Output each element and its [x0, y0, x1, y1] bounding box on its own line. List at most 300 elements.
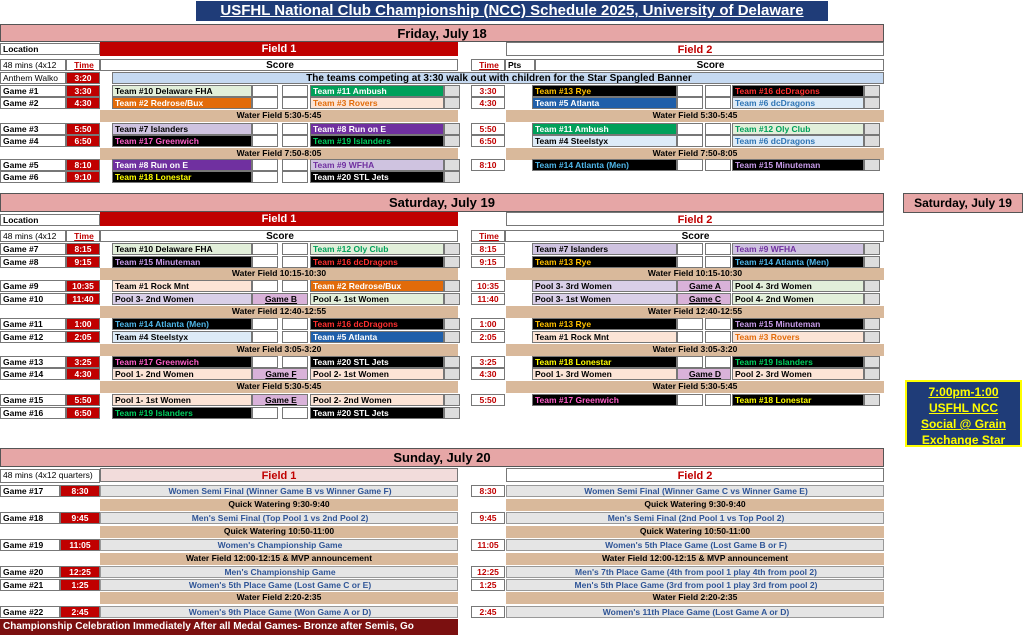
game-time-2: 11:05: [471, 539, 505, 551]
game-time-2: 5:50: [471, 123, 505, 135]
final-game-row: [0, 485, 884, 497]
game-time-2: 2:05: [471, 331, 505, 343]
team-d: Pool 4- 2nd Women: [732, 293, 864, 305]
game-time-2: 8:30: [471, 485, 505, 497]
score-box-c2: [705, 256, 731, 268]
score-box-b: [444, 356, 460, 368]
final-game-row: [0, 579, 884, 591]
field1-matchup: Women Semi Final (Winner Game B vs Winner Game F): [100, 485, 458, 497]
game-time: 10:35: [66, 280, 100, 292]
game-label: Game #21: [0, 579, 60, 591]
game-time-2: 8:15: [471, 243, 505, 255]
social-title: USFHL NCC: [928, 401, 999, 415]
score-label-2: Score: [505, 230, 884, 242]
water-break-field1: Water Field 5:30-5:45: [100, 110, 458, 122]
break-field2: Quick Watering 9:30-9:40: [506, 499, 884, 511]
location-label: Location: [0, 214, 100, 226]
game-time-2: 5:50: [471, 394, 505, 406]
game-label: Game #12: [0, 331, 66, 343]
score-box-d: [864, 85, 880, 97]
break-row: [0, 592, 884, 604]
game-time: 9:10: [66, 171, 100, 183]
score-box-a: [252, 135, 278, 147]
team-b: Pool 4- 1st Women: [310, 293, 444, 305]
score-box-c2: [705, 97, 731, 109]
sunday-section: [0, 467, 884, 619]
team-d: Team #14 Atlanta (Men): [732, 256, 864, 268]
score-box-c2: [705, 85, 731, 97]
team-c: Team #11 Ambush: [532, 123, 677, 135]
game-time-2: 8:10: [471, 159, 505, 171]
game-time: 2:05: [66, 331, 100, 343]
team-c: Team #14 Atlanta (Men): [532, 159, 677, 171]
time-label-2: Time: [471, 230, 505, 242]
score-box-b: [444, 123, 460, 135]
game-time-2: 9:15: [471, 256, 505, 268]
team-c: Pool 1- 3rd Women: [532, 368, 677, 380]
time-label-2: Time: [471, 59, 505, 71]
team-a: Pool 1- 1st Women: [112, 394, 252, 406]
game-time-2: 1:00: [471, 318, 505, 330]
score-box-a: [252, 318, 278, 330]
water-break-row: [0, 110, 884, 122]
water-break-field2: Water Field 7:50-8:05: [506, 148, 884, 160]
game-label: Game #13: [0, 356, 66, 368]
game-label: Game #1: [0, 85, 66, 97]
field1-header: Field 1: [100, 42, 458, 56]
score-box-a2: [282, 97, 308, 109]
team-a: Team #10 Delaware FHA: [112, 85, 252, 97]
score-box-d: [864, 368, 880, 380]
team-d: Team #3 Rovers: [732, 331, 864, 343]
water-break-field2: Water Field 12:40-12:55: [506, 306, 884, 318]
game-row: [0, 394, 884, 406]
game-label: Game #18: [0, 512, 60, 524]
score-box-a2: [282, 135, 308, 147]
field2-matchup: Women's 5th Place Game (Lost Game B or F): [506, 539, 884, 551]
team-a: Pool 3- 2nd Women: [112, 293, 252, 305]
game-time: 3:30: [66, 85, 100, 97]
field2-matchup: Men's Semi Final (2nd Pool 1 vs Top Pool 2): [506, 512, 884, 524]
team-a: Team #2 Redrose/Bux: [112, 97, 252, 109]
team-b: Team #8 Run on E: [310, 123, 444, 135]
score-box-c: [677, 256, 703, 268]
score-box-a2: [282, 256, 308, 268]
game-time: 8:15: [66, 243, 100, 255]
water-break-field1: Water Field 7:50-8:05: [100, 148, 458, 160]
game-row: [0, 368, 884, 380]
score-box-b: [444, 97, 460, 109]
anthem-label: Anthem Walko: [0, 72, 66, 84]
team-a: Team #4 Steelstyx: [112, 331, 252, 343]
team-a: Team #10 Delaware FHA: [112, 243, 252, 255]
score-box-d: [864, 123, 880, 135]
page-title: USFHL National Club Championship (NCC) Schedule 2025, University of Delaware: [196, 1, 828, 21]
game-label: Game #19: [0, 539, 60, 551]
game-row: [0, 123, 884, 135]
team-b: Team #16 dcDragons: [310, 318, 444, 330]
field2-header: Field 2: [506, 42, 884, 56]
game-row: [0, 331, 884, 343]
score-label: Score: [100, 230, 458, 242]
game-row: [0, 97, 884, 109]
water-break-field2: Water Field 5:30-5:45: [506, 381, 884, 393]
team-c: Pool 3- 1st Women: [532, 293, 677, 305]
game-time: 12:25: [60, 566, 100, 578]
team-d: Team #15 Minuteman: [732, 318, 864, 330]
final-game-row: [0, 566, 884, 578]
game-time-2: 11:40: [471, 293, 505, 305]
game-label: Game #10: [0, 293, 66, 305]
score-box-b: [444, 243, 460, 255]
game-time-2: 3:30: [471, 85, 505, 97]
field1-matchup: Women's 5th Place Game (Lost Game C or E): [100, 579, 458, 591]
game-label: Game #17: [0, 485, 60, 497]
team-d: Team #16 dcDragons: [732, 85, 864, 97]
game-row: [0, 407, 884, 419]
team-d: Pool 4- 3rd Women: [732, 280, 864, 292]
score-box-d: [864, 243, 880, 255]
team-c: Team #13 Rye: [532, 85, 677, 97]
score-box-a: [252, 407, 278, 419]
score-box-a2: [282, 331, 308, 343]
score-box-d: [864, 293, 880, 305]
score-box-d: [864, 394, 880, 406]
score-box-c: [677, 394, 703, 406]
anthem-time: 3:20: [66, 72, 100, 84]
break-field1: Water Field 2:20-2:35: [100, 592, 458, 604]
game-label: Game #9: [0, 280, 66, 292]
game-label: Game #20: [0, 566, 60, 578]
score-box-a2: [282, 85, 308, 97]
final-game-row: [0, 512, 884, 524]
game-time: 1:00: [66, 318, 100, 330]
game-label: Game #7: [0, 243, 66, 255]
team-b: Team #2 Redrose/Bux: [310, 280, 444, 292]
game-label: Game #4: [0, 135, 66, 147]
field2-matchup: Women's 11th Place Game (Lost Game A or D): [506, 606, 884, 618]
water-break-field2: Water Field 5:30-5:45: [506, 110, 884, 122]
score-box-c: [677, 243, 703, 255]
team-d: Team #15 Minuteman: [732, 159, 864, 171]
break-field1: Quick Watering 10:50-11:00: [100, 526, 458, 538]
team-d: Team #18 Lonestar: [732, 394, 864, 406]
score-box-c: [677, 135, 703, 147]
saturday-side-header: Saturday, July 19: [903, 193, 1023, 213]
team-b: Team #12 Oly Club: [310, 243, 444, 255]
game-time: 4:30: [66, 368, 100, 380]
time-label: Time: [66, 230, 100, 242]
game-label: Game #6: [0, 171, 66, 183]
game-row: [0, 243, 884, 255]
game-row: [0, 356, 884, 368]
score-box-d: [864, 135, 880, 147]
team-a: Pool 1- 2nd Women: [112, 368, 252, 380]
score-box-c: [677, 97, 703, 109]
water-break-row: [0, 381, 884, 393]
final-game-row: [0, 539, 884, 551]
game-label: Game #3: [0, 123, 66, 135]
saturday-header: Saturday, July 19: [0, 193, 884, 212]
score-box-b: [444, 331, 460, 343]
score-box-b: [444, 368, 460, 380]
game-label: Game #14: [0, 368, 66, 380]
score-box-c2: [705, 159, 731, 171]
score-label-2: Score: [535, 59, 884, 71]
score-box-b: [444, 85, 460, 97]
footer-banner: Championship Celebration Immediately After all Medal Games- Bronze after Semis, Go: [0, 619, 458, 635]
social-venue-2: Exchange Star: [921, 433, 1006, 447]
break-row: [0, 526, 884, 538]
team-b: Team #5 Atlanta: [310, 331, 444, 343]
score-box-d: [864, 97, 880, 109]
score-box-a2: [282, 318, 308, 330]
game-time: 9:15: [66, 256, 100, 268]
team-c: Team #1 Rock Mnt: [532, 331, 677, 343]
game-time-2: 4:30: [471, 97, 505, 109]
friday-header: Friday, July 18: [0, 24, 884, 42]
game-time-2: 10:35: [471, 280, 505, 292]
score-box-d: [864, 331, 880, 343]
field2-header: Field 2: [506, 468, 884, 482]
game-time: 1:25: [60, 579, 100, 591]
break-field2: Water Field 2:20-2:35: [506, 592, 884, 604]
team-a: Team #14 Atlanta (Men): [112, 318, 252, 330]
water-break-field2: Water Field 10:15-10:30: [506, 268, 884, 280]
game-row: [0, 135, 884, 147]
score-label: Score: [100, 59, 458, 71]
break-field2: Water Field 12:00-12:15 & MVP announcement: [506, 553, 884, 565]
water-break-field2: Water Field 3:05-3:20: [506, 344, 884, 356]
game-code: Game B: [252, 293, 308, 305]
score-box-a2: [282, 243, 308, 255]
score-box-d: [864, 318, 880, 330]
score-box-b: [444, 280, 460, 292]
game-time-2: 3:25: [471, 356, 505, 368]
team-d: Team #12 Oly Club: [732, 123, 864, 135]
team-b: Team #3 Rovers: [310, 97, 444, 109]
location-label: Location: [0, 43, 100, 55]
game-row: [0, 280, 884, 292]
team-a: Team #18 Lonestar: [112, 171, 252, 183]
social-time: 7:00pm-1:00: [928, 385, 999, 399]
game-time: 11:05: [60, 539, 100, 551]
score-box-a2: [282, 356, 308, 368]
score-box-b: [444, 394, 460, 406]
score-box-a2: [282, 407, 308, 419]
field1-matchup: Women's 9th Place Game (Won Game A or D): [100, 606, 458, 618]
game-time: 4:30: [66, 97, 100, 109]
break-row: [0, 499, 884, 511]
team-c: Team #18 Lonestar: [532, 356, 677, 368]
score-box-a2: [282, 123, 308, 135]
score-box-c2: [705, 123, 731, 135]
score-box-b: [444, 318, 460, 330]
score-box-a2: [282, 171, 308, 183]
score-box-c: [677, 318, 703, 330]
score-box-a: [252, 243, 278, 255]
score-box-c2: [705, 243, 731, 255]
game-label: Game #22: [0, 606, 60, 618]
team-a: Team #19 Islanders: [112, 407, 252, 419]
game-time: 8:30: [60, 485, 100, 497]
water-break-field1: Water Field 3:05-3:20: [100, 344, 458, 356]
game-time-2: 12:25: [471, 566, 505, 578]
team-b: Team #20 STL Jets: [310, 407, 444, 419]
social-venue: Social @ Grain: [920, 417, 1007, 431]
team-a: Team #15 Minuteman: [112, 256, 252, 268]
score-box-a: [252, 123, 278, 135]
score-box-a: [252, 85, 278, 97]
game-code-2: Game D: [677, 368, 731, 380]
score-box-b: [444, 293, 460, 305]
water-break-field1: Water Field 12:40-12:55: [100, 306, 458, 318]
game-time-2: 1:25: [471, 579, 505, 591]
game-time: 3:25: [66, 356, 100, 368]
game-time: 8:10: [66, 159, 100, 171]
break-field1: Quick Watering 9:30-9:40: [100, 499, 458, 511]
field2-matchup: Women Semi Final (Winner Game C vs Winner Game E): [506, 485, 884, 497]
game-label: Game #8: [0, 256, 66, 268]
score-box-b: [444, 159, 460, 171]
game-row: [0, 318, 884, 330]
water-break-row: [0, 306, 884, 318]
team-b: Team #20 STL Jets: [310, 356, 444, 368]
score-box-c2: [705, 135, 731, 147]
game-code-2: Game C: [677, 293, 731, 305]
water-break-field1: Water Field 5:30-5:45: [100, 381, 458, 393]
game-time-2: 2:45: [471, 606, 505, 618]
game-row: [0, 293, 884, 305]
water-break-row: [0, 344, 884, 356]
game-time-2: 4:30: [471, 368, 505, 380]
team-c: Team #4 Steelstyx: [532, 135, 677, 147]
team-b: Team #9 WFHA: [310, 159, 444, 171]
duration-label: 48 mins (4x12 quarters): [0, 469, 100, 483]
game-label: Game #11: [0, 318, 66, 330]
field2-header: Field 2: [506, 212, 884, 226]
game-row: [0, 171, 884, 183]
game-row: [0, 159, 884, 171]
score-box-b: [444, 256, 460, 268]
score-box-a: [252, 331, 278, 343]
team-c: Pool 3- 3rd Women: [532, 280, 677, 292]
duration-label: 48 mins (4x12: [0, 230, 66, 242]
score-box-d: [864, 356, 880, 368]
game-time: 5:50: [66, 394, 100, 406]
team-a: Team #17 Greenwich: [112, 356, 252, 368]
game-time: 2:45: [60, 606, 100, 618]
team-d: Team #6 dcDragons: [732, 135, 864, 147]
game-code: Game E: [252, 394, 308, 406]
score-box-c2: [705, 356, 731, 368]
field2-matchup: Men's 5th Place Game (3rd from pool 1 play 3rd from pool 2): [506, 579, 884, 591]
team-a: Team #8 Run on E: [112, 159, 252, 171]
game-time: 11:40: [66, 293, 100, 305]
team-d: Pool 2- 3rd Women: [732, 368, 864, 380]
score-box-d: [864, 280, 880, 292]
game-label: Game #15: [0, 394, 66, 406]
game-code: Game F: [252, 368, 308, 380]
team-c: Team #7 Islanders: [532, 243, 677, 255]
game-label: Game #5: [0, 159, 66, 171]
team-c: Team #5 Atlanta: [532, 97, 677, 109]
score-box-a: [252, 159, 278, 171]
pts-label: Pts: [505, 59, 535, 71]
team-c: Team #17 Greenwich: [532, 394, 677, 406]
break-field1: Water Field 12:00-12:15 & MVP announcement: [100, 553, 458, 565]
game-time-2: 9:45: [471, 512, 505, 524]
duration-label: 48 mins (4x12: [0, 59, 66, 71]
game-label: Game #16: [0, 407, 66, 419]
score-box-d: [864, 159, 880, 171]
score-box-c: [677, 159, 703, 171]
score-box-b: [444, 171, 460, 183]
social-event-box: [905, 380, 1022, 447]
score-box-c: [677, 356, 703, 368]
score-box-d: [864, 256, 880, 268]
final-game-row: [0, 606, 884, 618]
team-d: Team #19 Islanders: [732, 356, 864, 368]
team-d: Team #6 dcDragons: [732, 97, 864, 109]
team-b: Pool 2- 2nd Women: [310, 394, 444, 406]
field1-header: Field 1: [100, 468, 458, 482]
team-b: Team #16 dcDragons: [310, 256, 444, 268]
score-box-a: [252, 280, 278, 292]
team-b: Pool 2- 1st Women: [310, 368, 444, 380]
water-break-row: [0, 268, 884, 280]
game-row: [0, 85, 884, 97]
team-b: Team #19 Islanders: [310, 135, 444, 147]
sunday-header: Sunday, July 20: [0, 448, 884, 467]
game-time: 6:50: [66, 407, 100, 419]
field1-matchup: Women's Championship Game: [100, 539, 458, 551]
game-time-2: 6:50: [471, 135, 505, 147]
team-d: Team #9 WFHA: [732, 243, 864, 255]
score-box-a2: [282, 280, 308, 292]
game-row: [0, 256, 884, 268]
score-box-a: [252, 256, 278, 268]
game-time: 9:45: [60, 512, 100, 524]
score-box-c: [677, 85, 703, 97]
score-box-c: [677, 331, 703, 343]
score-box-c2: [705, 394, 731, 406]
friday-section: [0, 42, 884, 184]
break-row: [0, 553, 884, 565]
team-a: Team #7 Islanders: [112, 123, 252, 135]
game-label: Game #2: [0, 97, 66, 109]
field2-matchup: Men's 7th Place Game (4th from pool 1 play 4th from pool 2): [506, 566, 884, 578]
score-box-c2: [705, 318, 731, 330]
saturday-section: [0, 212, 884, 422]
team-c: Team #13 Rye: [532, 318, 677, 330]
team-a: Team #1 Rock Mnt: [112, 280, 252, 292]
score-box-c2: [705, 331, 731, 343]
team-a: Team #17 Greenwich: [112, 135, 252, 147]
field1-matchup: Men's Championship Game: [100, 566, 458, 578]
score-box-b: [444, 407, 460, 419]
anthem-banner: The teams competing at 3:30 walk out with children for the Star Spangled Banner: [112, 72, 884, 84]
game-time: 6:50: [66, 135, 100, 147]
score-box-b: [444, 135, 460, 147]
team-c: Team #13 Rye: [532, 256, 677, 268]
score-box-c: [677, 123, 703, 135]
break-field2: Quick Watering 10:50-11:00: [506, 526, 884, 538]
game-code-2: Game A: [677, 280, 731, 292]
water-break-field1: Water Field 10:15-10:30: [100, 268, 458, 280]
game-time: 5:50: [66, 123, 100, 135]
time-label: Time: [66, 59, 100, 71]
